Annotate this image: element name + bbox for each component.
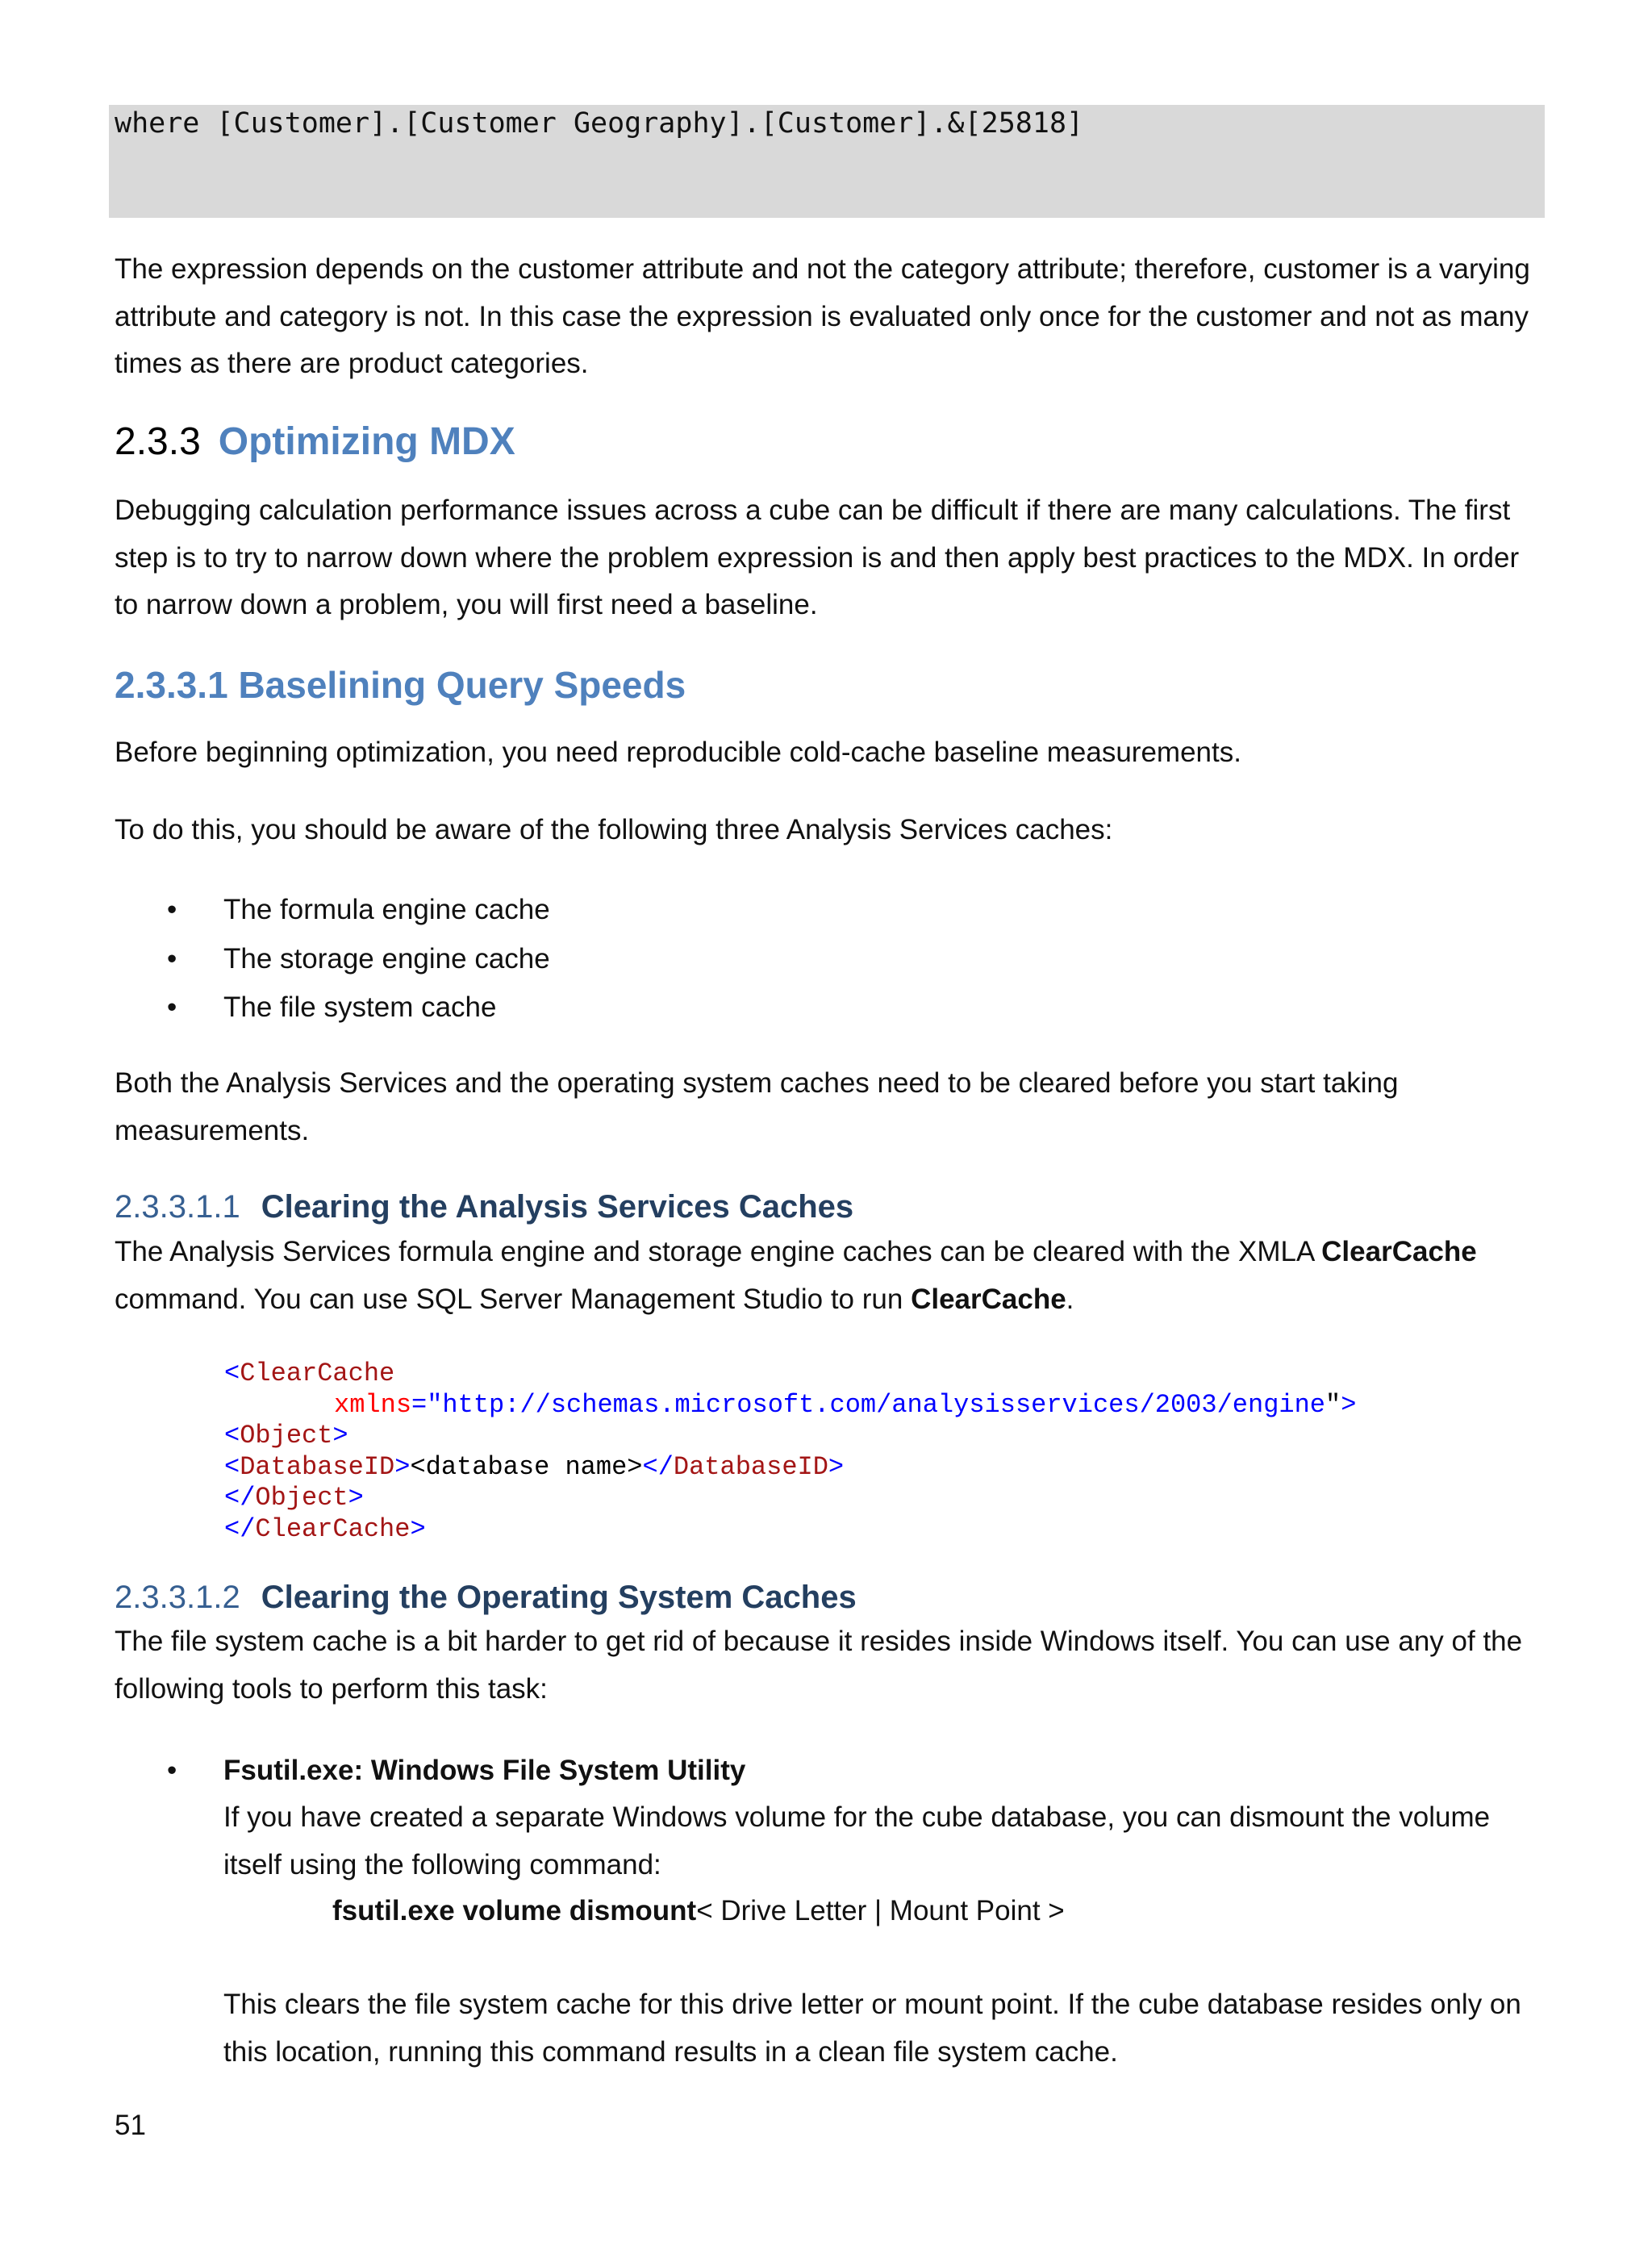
xml-text: <database name>	[410, 1451, 643, 1482]
paragraph-fsutil-result: This clears the file system cache for this drive letter or mount point. If the cube database resides only on this location, running this command results in a clean file system cache.	[223, 1989, 1521, 2068]
heading-title: Clearing the Operating System Caches	[261, 1580, 857, 1615]
code-line: </ClearCache>	[224, 1513, 426, 1544]
heading-number: 2.3.3	[115, 420, 201, 463]
list-item	[115, 935, 1550, 984]
xml-attr-name: xmlns	[334, 1389, 412, 1420]
page-number: 51	[115, 2110, 146, 2141]
xml-tag: Object	[240, 1421, 333, 1450]
list-item-text: The file system cache	[223, 991, 497, 1023]
list-item	[115, 1747, 1550, 1794]
paragraph-debugging: Debugging calculation performance issues across a cube can be difficult if there are many calculations. The first step is to try to narrow down where the problem expression is and then apply best practices to the MDX. In order to narrow down a problem, you will first need a baseline.	[115, 495, 1520, 620]
code-line: <Object>	[224, 1421, 348, 1450]
heading-2-3-3	[115, 418, 1550, 466]
xml-tag: ClearCache	[240, 1359, 395, 1388]
bullet-glyph: •	[167, 942, 177, 975]
xml-tag: DatabaseID	[240, 1451, 395, 1482]
text-run: .	[1066, 1283, 1074, 1315]
code-line: xmlns="http://schemas.microsoft.com/analysisservices/2003/engine">	[334, 1389, 1357, 1420]
text-run: command. You can use SQL Server Management Studio to run	[115, 1283, 912, 1315]
list-item-text: The storage engine cache	[223, 942, 550, 975]
code-line: </Object>	[224, 1483, 364, 1513]
heading-2-3-3-1-1	[115, 1184, 1550, 1229]
paragraph-both-caches: Both the Analysis Services and the operating system caches need to be cleared before you start taking measurements.	[115, 1067, 1399, 1146]
fsutil-command	[332, 1888, 1065, 1935]
text-bold: ClearCache	[911, 1283, 1066, 1315]
xmla-code-block	[224, 1359, 1515, 1545]
xml-tag: Object	[255, 1483, 348, 1513]
xml-tag: DatabaseID	[673, 1451, 828, 1482]
command-bold: fsutil.exe volume dismount	[332, 1895, 697, 1926]
list-item-text: The formula engine cache	[223, 894, 550, 925]
code-line: <ClearCache	[224, 1359, 395, 1388]
heading-number: 2.3.3.1.1	[115, 1189, 240, 1225]
text-run: The Analysis Services formula engine and storage engine caches can be cleared with the XMLA	[115, 1236, 1322, 1267]
bullet-glyph: •	[167, 991, 177, 1023]
heading-title: Optimizing MDX	[218, 420, 515, 463]
paragraph-clearcache	[115, 1229, 1550, 1323]
list-item	[115, 886, 1550, 935]
bullet-glyph: •	[167, 1755, 177, 1786]
list-item	[115, 983, 1550, 1033]
tool-title: Fsutil.exe: Windows File System Utility	[223, 1755, 746, 1786]
paragraph-to-do-this: To do this, you should be aware of the following three Analysis Services caches:	[115, 814, 1113, 845]
paragraph-expression: The expression depends on the customer attribute and not the category attribute; therefore, customer is a varying attribute and category is not. In this case the expression is evaluated only once for the customer and not as many times as there are product categories.	[115, 253, 1530, 379]
cache-list	[115, 886, 1550, 1033]
tool-list	[115, 1747, 1550, 1794]
code-line: <DatabaseID><database name></DatabaseID>	[224, 1451, 845, 1482]
heading-2-3-3-1-2	[115, 1575, 1550, 1620]
command-args: < Drive Letter | Mount Point >	[696, 1895, 1065, 1926]
paragraph-before-beginning: Before beginning optimization, you need reproducible cold-cache baseline measurements.	[115, 737, 1241, 768]
xml-attr-value: http://schemas.microsoft.com/analysisservices/2003/engine	[442, 1389, 1325, 1420]
xml-tag: ClearCache	[255, 1513, 411, 1544]
text-bold: ClearCache	[1321, 1236, 1477, 1267]
mdx-code-snippet: where [Customer].[Customer Geography].[Customer].&[25818]	[109, 105, 1545, 218]
heading-number: 2.3.3.1.2	[115, 1580, 240, 1615]
heading-2-3-3-1: 2.3.3.1 Baselining Query Speeds	[115, 664, 686, 706]
paragraph-file-system-cache: The file system cache is a bit harder to get rid of because it resides inside Windows itself. You can use any of the following tools to perform this task:	[115, 1626, 1523, 1705]
paragraph-fsutil-description: If you have created a separate Windows volume for the cube database, you can dismount the volume itself using the following command:	[223, 1801, 1491, 1880]
heading-title: Clearing the Analysis Services Caches	[261, 1189, 854, 1225]
bullet-glyph: •	[167, 894, 177, 925]
